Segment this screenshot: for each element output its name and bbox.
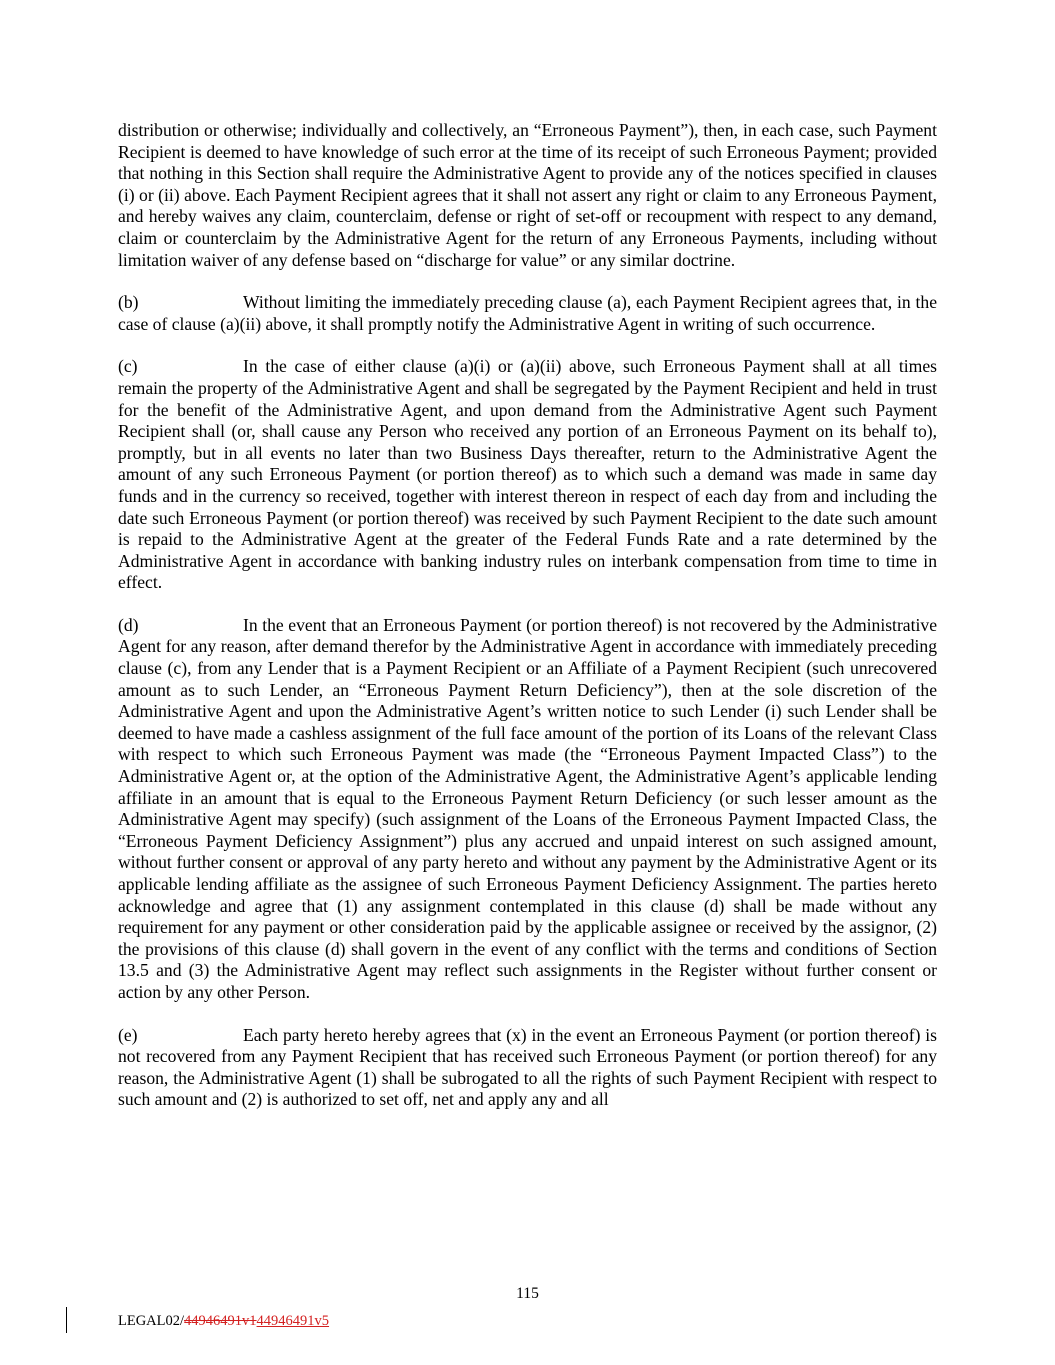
page-number: 115 (516, 1285, 539, 1302)
revision-change-bar (66, 1307, 67, 1333)
paragraph-d (118, 615, 937, 1004)
paragraph-c-text: In the case of either clause (a)(i) or (a)(ii) above, such Erroneous Payment shall at all times remain the property of the Administrative Agent and shall be segregated by the Payment Recipient and held in trust for the benefit of the Administrative Agent, and upon demand from the Administrative Agent such Payment Recipient shall (or, shall cause any Person who received any portion of an Erroneous Payment on its behalf to), promptly, but in all events no later than two Business Days thereafter, return to the Administrative Agent the amount of any such Erroneous Payment (or portion thereof) as to which such a demand was made in same day funds and in the currency so received, together with interest thereon in respect of each day from and including the date such Erroneous Payment (or portion thereof) was received by such Payment Recipient to the date such amount is repaid to the Administrative Agent at the greater of the Federal Funds Rate and a rate determined by the Administrative Agent in accordance with banking industry rules on interbank compensation from time to time in effect. (118, 356, 937, 593)
paragraph-marker-b: (b) (118, 292, 139, 313)
footer-inserted-reference: 44946491v5 (256, 1313, 330, 1329)
paragraph-b (118, 292, 937, 335)
paragraph-c (118, 356, 937, 594)
document-body (118, 120, 937, 1111)
paragraph-d-text: In the event that an Erroneous Payment (or portion thereof) is not recovered by the Administrative Agent for any reason, after demand therefor by the Administrative Agent in accordance with immediately preceding clause (c), from any Lender that is a Payment Recipient or an Affiliate of a Payment Recipient (such unrecovered amount as to such Lender, an “Erroneous Payment Return Deficiency”), then at the sole discretion of the Administrative Agent and upon the Administrative Agent’s written notice to such Lender (i) such Lender shall be deemed to have made a cashless assignment of the full face amount of the portion of its Loans of the relevant Class with respect to which such Erroneous Payment was made (the “Erroneous Payment Impacted Class”) to the Administrative Agent or, at the option of the Administrative Agent, the Administrative Agent’s applicable lending affiliate in an amount that is equal to the Erroneous Payment Return Deficiency (or such lesser amount as the Administrative Agent may specify) (such assignment of the Loans of the Erroneous Payment Impacted Class, the “Erroneous Payment Deficiency Assignment”) plus any accrued and unpaid interest on such assigned amount, without further consent or approval of any party hereto and without any payment by the Administrative Agent or its applicable lending affiliate as the assignee of such Erroneous Payment Deficiency Assignment. The parties hereto acknowledge and agree that (1) any assignment contemplated in this clause (d) shall be made without any requirement for any payment or other consideration paid by the applicable assignee or received by the assignor, (2) the provisions of this clause (d) shall govern in the event of any conflict with the terms and conditions of Section 13.5 and (3) the Administrative Agent may reflect such assignments in the Register without further consent or action by any other Person. (118, 614, 937, 1002)
paragraph-b-text: Without limiting the immediately preceding clause (a), each Payment Recipient agrees that, in the case of clause (a)(ii) above, it shall promptly notify the Administrative Agent in writing of such occurrence. (118, 292, 937, 334)
paragraph-continuation: distribution or otherwise; individually and collectively, an “Erroneous Payment”), then, in each case, such Payment Recipient is deemed to have knowledge of such error at the time of its receipt of such Erroneous Payment; provided that nothing in this Section shall require the Administrative Agent to provide any of the notices specified in clauses (i) or (ii) above. Each Payment Recipient agrees that it shall not assert any right or claim to any Erroneous Payment, and hereby waives any claim, counterclaim, defense or right of set-off or recoupment with respect to any demand, claim or counterclaim by the Administrative Agent for the return of any Erroneous Payments, including without limitation waiver of any defense based on “discharge for value” or any similar doctrine. (118, 120, 937, 270)
footer-deleted-reference: 44946491v1 (184, 1313, 257, 1329)
paragraph-marker-c: (c) (118, 356, 138, 377)
paragraph-e-text: Each party hereto hereby agrees that (x) in the event an Erroneous Payment (or portion thereof) is not recovered from any Payment Recipient that has received such Erroneous Payment (or portion thereof) for any reason, the Administrative Agent (1) shall be subrogated to all the rights of such Payment Recipient with respect to such amount and (2) is authorized to set off, net and apply any and all (118, 1024, 937, 1110)
footer-legal-reference (118, 1313, 329, 1330)
paragraph-marker-d: (d) (118, 614, 139, 635)
footer-legal-prefix: LEGAL02/ (118, 1313, 185, 1329)
page-footer (0, 1275, 1055, 1365)
paragraph-e (118, 1025, 937, 1111)
paragraph-marker-e: (e) (118, 1024, 138, 1045)
